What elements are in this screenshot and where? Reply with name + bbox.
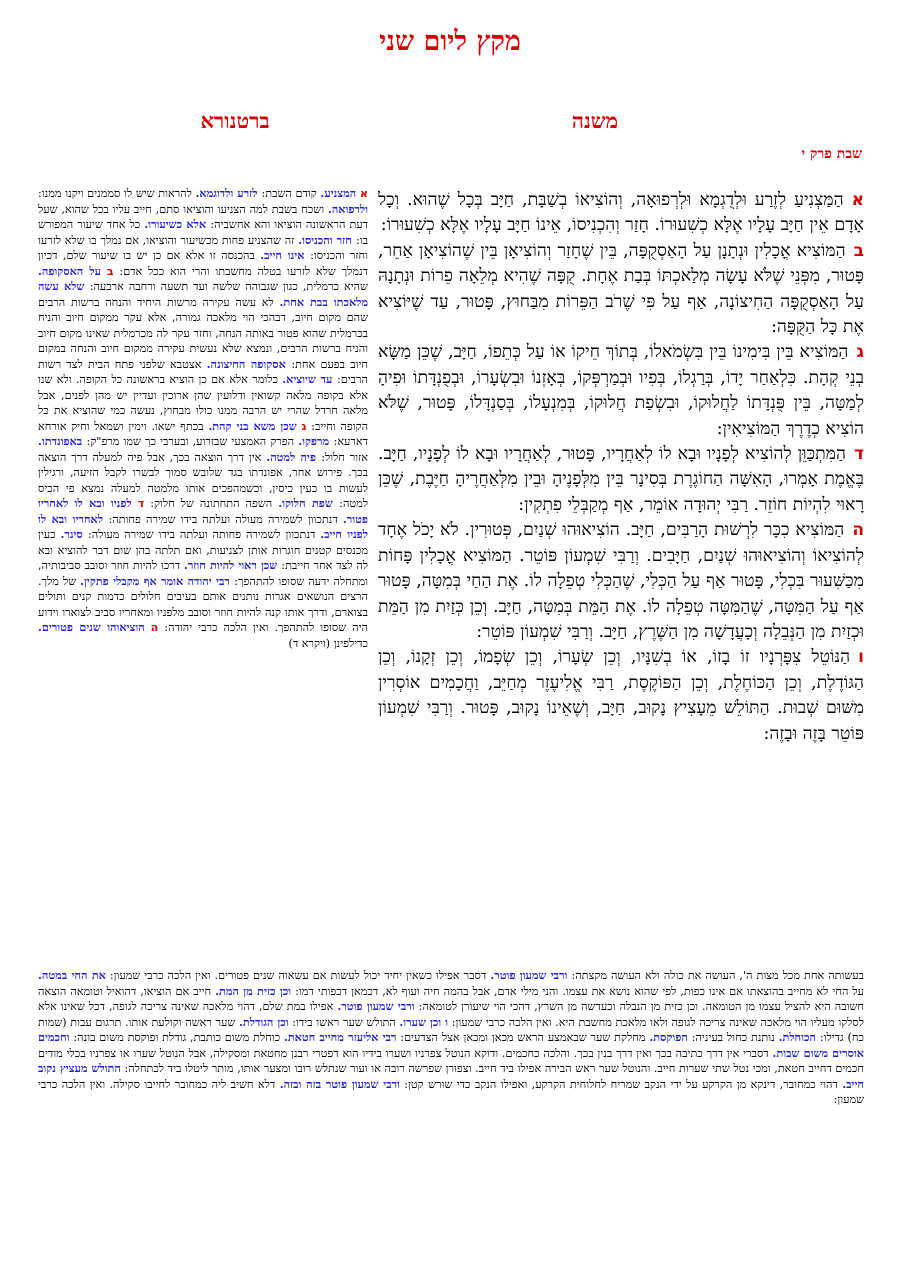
commentary-text: דהוי כמחובר, דינקא מן הקרקע על ידי הנקב שמריח לחלוחית הקרקע, ואפילו הנקב כדי שורש קטן: bbox=[404, 1077, 843, 1091]
dibur-hamatchil: רבי אליעזר מחייב חטאת. bbox=[283, 1030, 397, 1044]
commentary-text: זה שהצניע פחות מכשיעור והוציאו, אם נמלך בו שלא לזרעו וחזר והכניסו: bbox=[38, 233, 368, 262]
commentary-text: בהכנסה זו אלא אם כן יש בו שיעור שלם, דכיון דנמלך שלא לזרעו בטלה מחשבתו והרי הוא ככל אדם: bbox=[38, 249, 368, 278]
dibur-hamatchil: שפת חלוקו. bbox=[278, 496, 340, 510]
mishna-text: הַמִּתְכַּוֵּן לְהוֹצִיא לְפָנָיו וּבָא לוֹ לְאַחֲרָיו, פָּטוּר, לְאַחֲרָיו וּבָא לוֹ לְפָנָיו, חַיָּב. בֶּאֱמֶת אָמְרוּ, הָאִשָּׁה הַחוֹגֶרֶת בְּסִינָר בֵּין מִלְּפָנֶיהָ וּבֵין מִלְּאַחֲרֶיהָ חַיֶּבֶת, שֶׁכֵּן רָאוּי לִהְיוֹת חוֹזֵר. רַבִּי יְהוּדָה אוֹמֵר, אַף מְקַבְּלֵי פִתְקִין: bbox=[378, 444, 864, 515]
mishna-text-column bbox=[378, 188, 864, 968]
mishna-paragraph bbox=[378, 188, 864, 239]
dibur-hamatchil: ולרפואה. bbox=[327, 201, 368, 216]
commentary-text: התולש שער ראשו בידו: bbox=[292, 1015, 400, 1029]
dibur-hamatchil: את החי במטה. bbox=[38, 968, 106, 982]
mishna-number: ב bbox=[853, 240, 864, 261]
commentary-paragraph bbox=[70, 1031, 397, 1044]
dibur-hamatchil: אינו חייב. bbox=[260, 248, 311, 262]
commentary-text: דלא חשיב ליה כמחובר לחייבו סקילה. ואין הלכה כרבי שמעון: bbox=[38, 1077, 864, 1106]
mishna-number: ד bbox=[854, 444, 864, 465]
commentary-paragraph bbox=[396, 1031, 687, 1044]
commentary-text: ושכח בשבת למה הצניעו והוציאו סתם, חייב עליו בכל שהוא, שעל דעת הראשונה הוציאו והא אחשביה: bbox=[38, 202, 368, 231]
mishna-text: הַמּוֹצִיא בֵּין בִּימִינוֹ בֵּין בִּשְׂמֹאלוֹ, בְּתוֹךְ חֵיקוֹ אוֹ עַל כְּתֵפוֹ, חַיָּב, שֶׁכֵּן מַשָּׂא בְנֵי קְהָת. כִּלְאַחַר יָדוֹ, בְּרַגְלוֹ, בְּפִיו וּבְמַרְפְּקוֹ, בְּאָזְנוֹ וּבִשְׂעָרוֹ, וּבְפֻנְדָּתוֹ וּפִיהָ לְמַטָּה, בֵּין פֻּנְדָּתוֹ לַחֲלוּקוֹ, וּבִשְׂפַת חֲלוּקוֹ, בְּמִנְעָלוֹ, בְּסַנְדָּלוֹ, פָּטוּר, שֶׁלֹּא הוֹצִיא כְדֶרֶךְ הַמּוֹצִיאִין: bbox=[378, 342, 864, 439]
commentary-text: דנתכוון לשמירה מעולה ועלתה בידו שמירה פחותה: bbox=[108, 512, 343, 526]
mishna-text: הַמּוֹצִיא כִכָּר לִרְשׁוּת הָרַבִּים, חַיָּב. הוֹצִיאוּהוּ שְׁנַיִם, פְּטוּרִין. לֹא יָכֹל אֶחָד לְהוֹצִיאוֹ וְהוֹצִיאוּהוּ שְׁנַיִם, חַיָּבִים. וְרַבִּי שִׁמְעוֹן פּוֹטֵר. הַמּוֹצִיא אֳכָלִין פָּחוֹת מִכַּשִּׁעוּר בִּכְלִי, פָּטוּר אַף עַל הַכְּלִי, שֶׁהַכְּלִי טְפֵלָה לוֹ. אֶת הַחַי בְּמִטָּה, פָּטוּר אַף עַל הַמִּטָּה, שֶׁהַמִּטָּה טְפֵלָה לוֹ. אֶת הַמֵּת בְּמִטָּה, חַיָּב. וְכֵן כְּזַיִת מִן הַמֵּת וּכְזַיִת מִן הַנְּבֵלָה וְכָעֲדָשָׁה מִן הַשֶּׁרֶץ, חַיָּב. וְרַבִּי שִׁמְעוֹן פּוֹטֵר: bbox=[378, 520, 864, 642]
commentary-text: כדילפינן (ויקרא ד) bbox=[288, 636, 368, 650]
commentary-paragraph bbox=[38, 497, 368, 634]
mishna-text: הַמּוֹצִיא אֳכָלִין וּנְתָנָן עַל הָאַסְקֻפָּה, בֵּין שֶׁחָזַר וְהוֹצִיאָן בֵּין שֶׁהוֹצִיאָן אַחֵר, פָּטוּר, מִפְּנֵי שֶׁלֹּא עָשָׂה מְלַאכְתּוֹ בְּבַת אֶחָת. קֻפָּה שֶׁהִיא מְלֵאָה פֵרוֹת וּנְתָנָהּ עַל הָאַסְקֻפָּה הַחִיצוֹנָה, אַף עַל פִּי שֶׁרֹב הַפֵּרוֹת מִבַּחוּץ, פָּטוּר, עַד שֶׁיּוֹצִיא אֶת כָּל הַקֻּפָּה: bbox=[378, 240, 864, 338]
bartenura-commentary-column bbox=[38, 186, 368, 966]
dibur-hamatchil: המצניע. bbox=[320, 186, 357, 200]
dibur-hamatchil: עד שיוציא. bbox=[282, 372, 337, 386]
dibur-hamatchil: וכן הגודלת. bbox=[239, 1014, 289, 1029]
commentary-paragraph bbox=[106, 969, 568, 982]
dibur-hamatchil: התולש מעציץ נקוב חייב. bbox=[38, 1061, 864, 1091]
page-title: מקץ ליום שני bbox=[379, 26, 521, 57]
dibur-hamatchil: וחכמים אוסרים משום שבות. bbox=[38, 1030, 864, 1060]
mishna-paragraph bbox=[378, 645, 864, 747]
commentary-text: שער ראשה וקולעת אותו. תרגום עבות (שמות כח) גדילו: bbox=[38, 1015, 864, 1044]
commentary-text: של מלך. הרצים הנושאים אגרות נותנים אותם בעיבים חלולים כדמות קנים ותולים בצוארם, ודרך אותו קנה להיות חוזר וסובב מלפניו ומאחריו סביב לצוארו וידוע היה שסופו להתהפך. ואין הלכה כרבי יהודה: bbox=[38, 574, 368, 634]
commentary-text: בכתף ישאו. וימין ושמאל וחיק אורחא דארעא: bbox=[38, 419, 368, 448]
mishna-paragraph bbox=[378, 239, 864, 341]
chapter-label: שבת פרק י bbox=[801, 146, 862, 162]
commentary-mishna-number: ה bbox=[150, 621, 159, 634]
commentary-mishna-number: ג bbox=[301, 419, 307, 433]
mishna-text: הַנּוֹטֵל צִפָּרְנָיו זוֹ בָזוֹ, אוֹ בְשִׁנָּיו, וְכֵן שְׂעָרוֹ, וְכֵן שְׂפָמוֹ, וְכֵן זְקָנוֹ, וְכֵן הַגּוֹדֶלֶת, וְכֵן הַכּוֹחֶלֶת, וְכֵן הַפּוֹקֶסֶת, רַבִּי אֱלִיעֶזֶר מְחַיֵּב, וַחֲכָמִים אוֹסְרִין מִשּׁוּם שְׁבוּת. הַתּוֹלֵשׁ מֵעָצִיץ נָקוּב, חַיָּב, וְשֶׁאֵינוֹ נָקוּב, פָּטוּר. וְרַבִּי שִׁמְעוֹן פּוֹטֵר בָּזֶה וּבָזֶה: bbox=[378, 647, 864, 744]
commentary-text: דנתכוון לשמירה פחותה ועלתה בידו שמירה מעולה: bbox=[88, 528, 321, 541]
commentary-text: מחלקת שער שבאמצע הראש מכאן ומכאן אצל הצדעים: bbox=[400, 1031, 650, 1044]
mishna-column-header: משנה bbox=[571, 108, 619, 133]
mishna-paragraph bbox=[378, 518, 864, 645]
commentary-paragraph bbox=[567, 969, 864, 982]
dibur-hamatchil: ורבי שמעון פוטר בזה ובזה. bbox=[279, 1076, 400, 1091]
dibur-hamatchil: לזרע ולדוגמא. bbox=[195, 186, 262, 200]
mishna-number: א bbox=[851, 190, 864, 210]
mishna-paragraph bbox=[378, 340, 864, 442]
dibur-hamatchil: הכוחלת. bbox=[778, 1030, 816, 1044]
dibur-hamatchil: על האסקופה. bbox=[38, 263, 101, 278]
commentary-text: נותנת כחול בעיניה: bbox=[691, 1031, 779, 1044]
commentary-text: בעשותה אחת מכל מצות ה', העושה את כולה ולא העושה מקצתה: bbox=[571, 969, 864, 982]
commentary-text: דרכו להיות חוזר וסובב סביבותיה, ומתחלה ידעה שסופו להתהפך: bbox=[38, 559, 368, 588]
dibur-hamatchil: לפניו ובא לו לאחריו פטור. bbox=[38, 496, 368, 526]
commentary-text: כוחלת משום כותבת, גודלת ופוקסת משום בונה: bbox=[73, 1031, 284, 1044]
dibur-hamatchil: הפוקסת. bbox=[649, 1030, 688, 1044]
commentary-text: שהיא כרמלית, כגון שגבוהה שלשה ועד תשעה ורחבה ארבעה: bbox=[89, 280, 368, 293]
commentary-mishna-number: א bbox=[359, 187, 368, 200]
dibur-hamatchil: שכן משא בני קהת. bbox=[208, 418, 297, 433]
commentary-text: להראות שיש לו סממנים ויקנו ממנו: bbox=[38, 187, 196, 200]
commentary-text: הפרק האמצעי שבזרוע, ובערבי כך שמו מרפ"ק: bbox=[86, 435, 299, 448]
mishna-text: הַמַּצְנִיעַ לְזֶרַע וּלְדֻגְמָא וּלְרְפוּאָה, וְהוֹצִיאוֹ בְשַׁבָּת, חַיָּב בְּכָל שֶׁהוּא. וְכָל אָדָם אֵין חַיָּב עָלָיו אֶלָּא כְשִׁעוּרוֹ. חָזַר וְהִכְנִיסוֹ, אֵינוֹ חַיָּב עָלָיו אֶלָּא כְשִׁעוּרוֹ: bbox=[378, 190, 864, 236]
dibur-hamatchil: רבי יהודה אומר אף מקבלי פתקין. bbox=[80, 573, 235, 588]
mishna-number: ג bbox=[856, 342, 864, 363]
dibur-hamatchil: שכן ראוי להיות חוזר. bbox=[183, 558, 282, 572]
commentary-paragraph bbox=[289, 1016, 449, 1029]
dibur-hamatchil: באפונדתו. bbox=[38, 434, 87, 448]
commentary-paragraph bbox=[688, 1031, 816, 1044]
commentary-text: חייב אם הוציאו, דהואיל וטומאה הוצאה חשובה היא להציל עצמו מן הטומאה. וכן כזית מן הנבלה וכעדשה מן השרץ, דהכי הוי שיעורן לטומאה: bbox=[38, 984, 864, 1013]
commentary-text: אפילו במת שלם, דהוי מלאכה שאינה צריכה לגופה, דכל שאינו אלא לסלקו מעליו הוי מלאכה שאינה צריכה לגופה ולאו מלאכת מחשבת היא. ואין הלכה כרבי שמעון: bbox=[38, 1000, 864, 1029]
dibur-hamatchil: אסקופה החיצונה. bbox=[206, 356, 292, 371]
dibur-hamatchil: וכן כזית מן המת. bbox=[215, 983, 292, 998]
commentary-text: דסבר אפילו כשאין יחיד יכול לעשות אם עשאוה שנים פטורים. ואין הלכה כרבי שמעון: bbox=[109, 969, 491, 982]
dibur-hamatchil: ו וכן שערו. bbox=[399, 1014, 449, 1029]
commentary-mishna-number: ב bbox=[106, 264, 114, 278]
commentary-text: אזור חלול: bbox=[321, 450, 368, 464]
dibur-hamatchil: ורבי שמעון פוטר. bbox=[490, 968, 568, 982]
commentary-paragraph bbox=[38, 265, 368, 433]
commentary-text: כלומר אלא אם כן הוציא בראשונה כל הקופה. ולא שנו אלא בקופה מלאה קשואין ודלועין שהן ארוכין ועדיין יש מהן לפנים, אבל מלאה חרדל שהרי יש הרבה ממנו כולו מבחוץ, נעשה כמי שהוציא את כל הקופה וחייב: bbox=[38, 373, 368, 433]
mishna-number: ה bbox=[852, 520, 864, 541]
commentary-text: אצטבא שלפני פתח הבית לצד רשות הרבים: bbox=[38, 357, 368, 386]
dibur-hamatchil: חזר והכניסו. bbox=[298, 232, 356, 247]
dibur-hamatchil: שלא עשה מלאכתו בבת אחת. bbox=[38, 279, 368, 309]
commentary-text: כל אחד שיעור המפורש בו: bbox=[38, 218, 368, 247]
dibur-hamatchil: מרפקו. bbox=[298, 434, 334, 448]
commentary-mishna-number: ד bbox=[137, 497, 145, 510]
commentary-text: כעין מכנסים קטנים חוגרות אותן לצניעות, ואם תלתה בהן שום דבר להוציא ובא לה לצד אחר חייבת: bbox=[38, 528, 368, 572]
bartenura-column-header: ברטנורא bbox=[200, 108, 270, 133]
dibur-hamatchil: סינר. bbox=[60, 527, 89, 541]
bartenura-commentary-continued bbox=[38, 968, 864, 1138]
mishna-number: ו bbox=[858, 647, 864, 668]
dibur-hamatchil: אלא כשיעורו. bbox=[144, 217, 211, 231]
mishna-paragraph bbox=[378, 442, 864, 518]
dibur-hamatchil: ורבי שמעון פוטר. bbox=[337, 999, 415, 1013]
commentary-text: דסברי אין דרך כתיבה בכך ואין דרך בנין בכך. והלכה כחכמים. ודוקא הנוטל צפרניו ושערו בידיו הוא דפטרי רבנן מחטאת ומסקילה, אבל הנוטל שערו או צפרניו בכלי מודים חכמים דחייב חטאת, ומכי נטל שתי שערות חייב. והנוטל שער ראש הבירה אפילו ביד חייב. וצפורן שפרשה רובה או ועור שנתלש רובו ומצער אותו, מותר ליטלו ביד לכתחלה: bbox=[38, 1046, 864, 1075]
commentary-text: השפה התחתונה של חלוק: bbox=[150, 497, 279, 510]
commentary-text: לא עשה עקירה מרשות היחיד והנחה ברשות הרבים שהם מקום חיוב, דבהכי הוי מלאכה גמורה, אלא עקר ממקום חיוב והניח בכרמלית שהוא פטור באותה הנחה, וחזר עקר לה מכרמלית שאינו מקום חיוב והניח ברשות הרבים, ונמצא שלא נעשית עקירה ממקום חיוב והנחה במקום חיוב בפעם אחת: bbox=[38, 295, 368, 371]
commentary-text: קודם השבת: bbox=[261, 187, 321, 200]
commentary-text: אין דרך הוצאה בכך, אבל פיה למעלה דרך הוצאה בכך. פירוש אחר, אפונדתו בגד שלובש סמוך לבשרו לקבל הזיעה, ורגילין לעשות בו כעין כיסין, וכשמהפכים אותו מלמטה למעלה נמצא פי הכיס למטה: bbox=[38, 450, 368, 510]
dibur-hamatchil: פיה למטה. bbox=[266, 449, 322, 464]
commentary-text: על החי לא מחייב בהוצאתו אם אינו כפות, לפי שהוא נושא את עצמו. והני מילי אדם, אבל בהמה חיה ועוף לא, דכמאן דכפותי דמו: bbox=[295, 984, 864, 998]
dibur-hamatchil: הוציאוהו שנים פטורים. bbox=[38, 620, 145, 634]
dibur-hamatchil: לאחריו ובא לו לפניו חייב. bbox=[38, 511, 368, 541]
